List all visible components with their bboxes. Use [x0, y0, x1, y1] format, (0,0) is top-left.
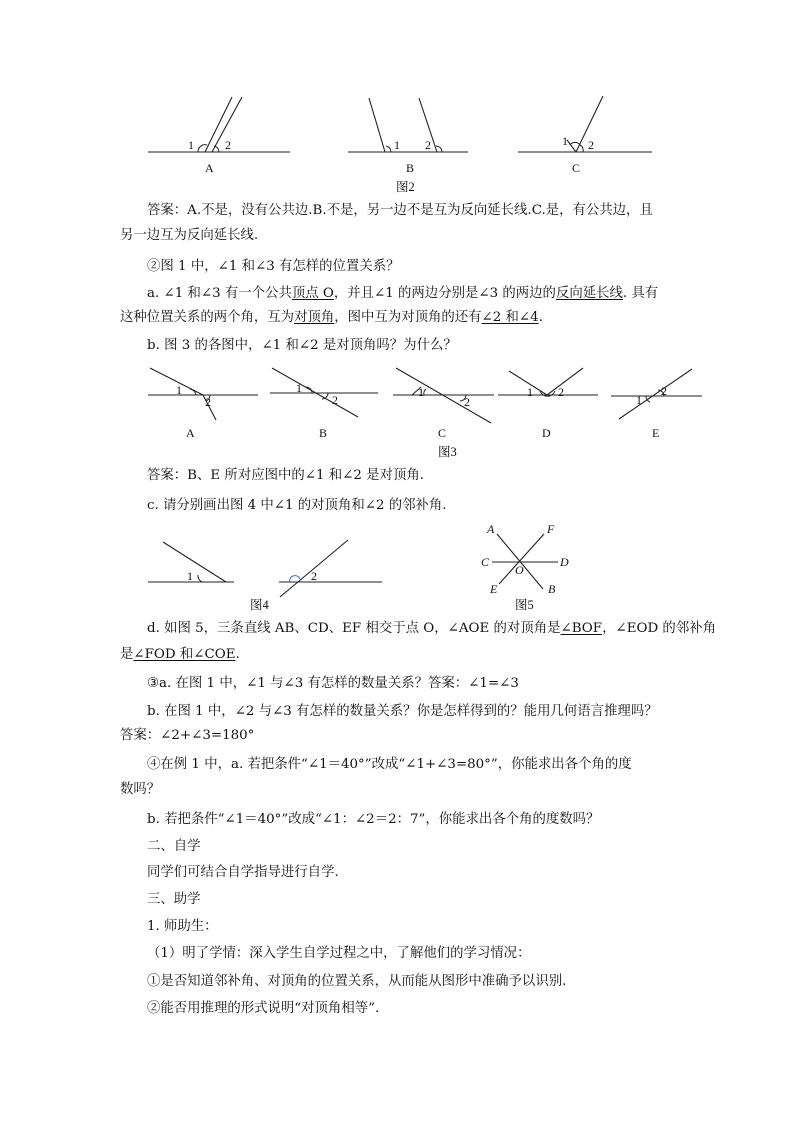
question-2c: c. 请分别画出图 4 中∠1 的对顶角和∠2 的邻补角.: [147, 498, 447, 513]
fig2-caption: 图2: [396, 180, 415, 194]
question-2: ②图 1 中，∠1 和∠3 有怎样的位置关系？: [147, 259, 400, 274]
question-4a-line1: ④在例 1 中，a. 若把条件“∠1＝40°”改成“∠1+∠3=80°”，你能求出各个角的度: [147, 757, 632, 772]
fig4-label-1: 1: [187, 569, 193, 583]
answer-2a-text-5: ，图中互为对顶角的还有: [334, 310, 482, 325]
fig5-caption: 图5: [515, 598, 534, 612]
fig3-b-label-1: 1: [296, 381, 302, 395]
fig5-label-d: D: [560, 555, 569, 569]
answer-2a-text-2: ，并且∠1 的两边分别是∠3 的两边的: [333, 286, 556, 301]
answer-2a-text-6: .: [538, 310, 543, 325]
answer-2a-line2: [120, 309, 543, 327]
answer-2a-line1: [147, 285, 658, 303]
fig3-e-letter: E: [652, 426, 660, 440]
fig3-d-label-1: 1: [527, 385, 533, 399]
answer-2a-blank-extension: 反向延长线: [555, 286, 623, 301]
fig3-caption: 图3: [438, 445, 457, 459]
fig4-left-transversal: [163, 542, 226, 582]
answer-2d-text-2: ，∠EOD 的邻补角: [602, 621, 716, 636]
fig4-label-2: 2: [311, 569, 317, 583]
answer-2a-text-3: . 具有: [622, 286, 659, 301]
fig3-e-label-1: 1: [636, 393, 642, 407]
fig4-left-arc: [198, 575, 202, 582]
section-3-item-1: 1. 师助生：: [147, 919, 218, 934]
fig3-a-letter: A: [186, 426, 195, 440]
answer-2d-line2: [120, 646, 240, 664]
question-3b-answer: 答案：∠2+∠3=180°: [120, 728, 255, 743]
fig3-c-label-1: 1: [418, 385, 424, 399]
answer-2d-text-3: 是: [120, 647, 134, 662]
fig3-b-label-2: 2: [332, 393, 338, 407]
fig2-c-letter: C: [572, 161, 581, 175]
question-3b-line1: b. 在图 1 中，∠2 与∠3 有怎样的数量关系？你是怎样得到的？能用几何语言推理吗？: [147, 704, 658, 719]
answer-2d-blank-fod-coe: ∠FOD 和∠COE: [133, 647, 236, 662]
fig3-d-letter: D: [542, 426, 551, 440]
fig3-d-label-2: 2: [558, 385, 564, 399]
question-4a-line2: 数吗？: [120, 782, 161, 797]
question-3a: ③a. 在图 1 中，∠1 与∠3 有怎样的数量关系？答案：∠1=∠3: [147, 676, 519, 691]
fig2-c-label-2: 2: [588, 138, 594, 152]
answer-fig2-line1: 答案：A.不是，没有公共边.B.不是，另一边不是互为反向延长线.C.是，有公共边，且: [147, 203, 653, 218]
fig2-b-label-1: 1: [394, 138, 400, 152]
fig3-b-letter: B: [319, 426, 328, 440]
section-3-check-2: ②能否用推理的形式说明“对顶角相等”.: [147, 1001, 380, 1016]
fig3-a-label-1: 1: [176, 383, 182, 397]
answer-2d-blank-bof: ∠BOF: [560, 621, 603, 636]
answer-2a-text-1: a. ∠1 和∠3 有一个公共: [147, 286, 292, 301]
fig3-c-letter: C: [438, 426, 447, 440]
section-3-title: 三、助学: [147, 892, 201, 907]
question-2b: b. 图 3 的各图中，∠1 和∠2 是对顶角吗？为什么？: [147, 338, 457, 353]
fig2-a-label-2: 2: [225, 138, 231, 152]
fig5: [481, 522, 569, 612]
section-2-title: 二、自学: [147, 839, 201, 854]
fig3-e-label-2: 2: [661, 384, 667, 398]
section-2-text: 同学们可结合自学指导进行自学.: [147, 865, 339, 880]
answer-2a-blank-angles: ∠2 和∠4: [481, 310, 539, 325]
answer-2a-blank-vertex: 顶点 O: [291, 286, 334, 301]
fig5-label-e: E: [490, 582, 498, 596]
fig3-a-label-2: 2: [205, 395, 211, 409]
fig4-caption: 图4: [250, 598, 269, 612]
answer-fig3: 答案：B、E 所对应图中的∠1 和∠2 是对顶角.: [147, 468, 424, 483]
fig3-c-label-2: 2: [464, 395, 470, 409]
answer-2d-line1: [147, 620, 716, 638]
fig5-label-c: C: [481, 555, 490, 569]
fig5-label-f: F: [547, 522, 555, 536]
answer-2a-blank-vertical-angle: 对顶角: [294, 310, 335, 325]
fig2-a-letter: A: [205, 161, 214, 175]
fig2-b-label-2: 2: [425, 138, 431, 152]
fig2-c-label-1: 1: [562, 134, 568, 148]
fig5-label-b: B: [548, 582, 556, 596]
fig5-label-o: O: [515, 563, 524, 577]
answer-fig2-line2: 另一边互为反向延长线.: [120, 228, 259, 243]
fig2-b-letter: B: [406, 161, 415, 175]
question-4b: b. 若把条件“∠1＝40°”改成“∠1：∠2＝2：7”，你能求出各个角的度数吗？: [147, 812, 600, 827]
answer-2d-text-4: .: [235, 647, 240, 662]
section-3-check-1: ①是否知道邻补角、对顶角的位置关系，从而能从图形中准确予以识别.: [147, 974, 567, 989]
answer-2d-text-1: d. 如图 5，三条直线 AB、CD、EF 相交于点 O，∠AOE 的对顶角是: [147, 621, 561, 636]
answer-2a-text-4: 这种位置关系的两个角，互为: [120, 310, 295, 325]
fig4: [148, 540, 382, 612]
section-3-item-1-1: （1）明了学情：深入学生自学过程之中，了解他们的学习情况：: [147, 946, 531, 961]
fig2-a-label-1: 1: [188, 138, 194, 152]
fig5-label-a: A: [487, 522, 495, 536]
